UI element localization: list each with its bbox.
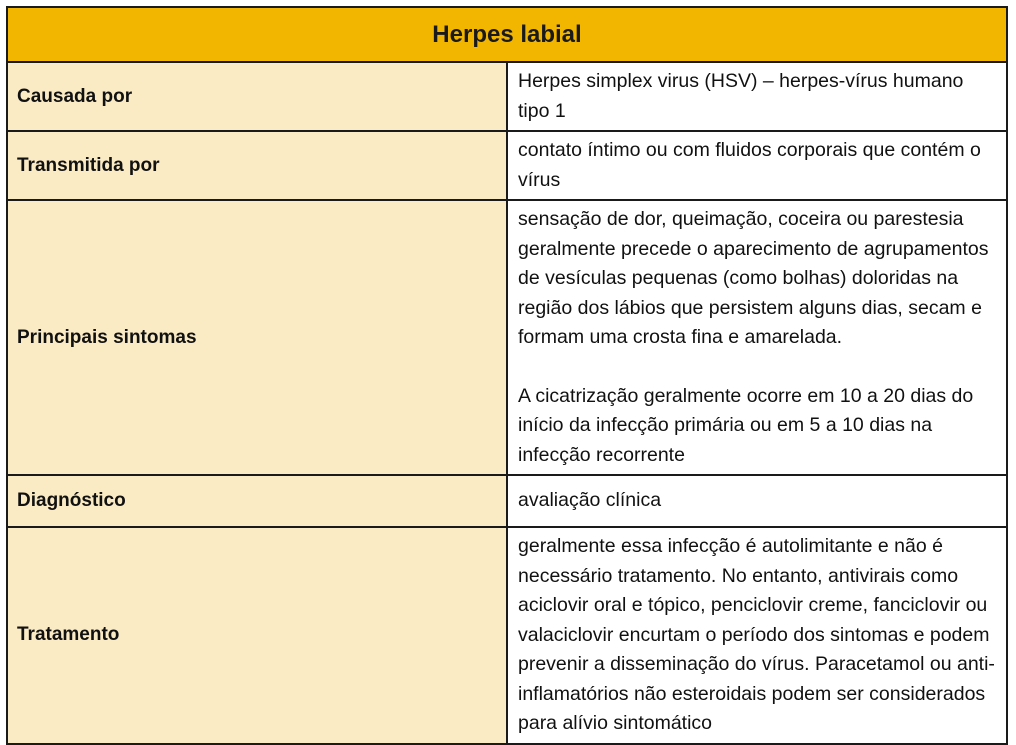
table-row-diagnostico xyxy=(7,475,1007,527)
table-row-causada xyxy=(7,62,1007,131)
row-value-transmitida: contato íntimo ou com fluidos corporais que contém o vírus xyxy=(507,131,1007,200)
row-label-sintomas: Principais sintomas xyxy=(7,200,507,475)
row-value-tratamento: geralmente essa infecção é autolimitante e não é necessário tratamento. No entanto, antivirais como aciclovir oral e tópico, penciclovir creme, fanciclovir ou valaciclovir encurtam o período dos sintomas e podem prevenir a disseminação do vírus. Paracetamol ou anti-inflamatórios não esteroidais podem ser considerados para alívio sintomático xyxy=(507,527,1007,744)
table-title: Herpes labial xyxy=(7,7,1007,62)
row-label-tratamento: Tratamento xyxy=(7,527,507,744)
table-row-sintomas xyxy=(7,200,1007,475)
row-value-diagnostico: avaliação clínica xyxy=(507,475,1007,527)
sintomas-paragraph-2: A cicatrização geralmente ocorre em 10 a 20 dias do início da infecção primária ou em 5 a 10 dias na infecção recorrente xyxy=(518,384,974,466)
table-row-transmitida xyxy=(7,131,1007,200)
herpes-info-table xyxy=(6,6,1008,745)
row-value-sintomas xyxy=(507,200,1007,475)
title-row xyxy=(7,7,1007,62)
sintomas-paragraph-1: sensação de dor, queimação, coceira ou parestesia geralmente precede o aparecimento de agrupamentos de vesículas pequenas (como bolhas) doloridas na região dos lábios que persistem alguns dias, secam e formam uma crosta fina e amarelada. xyxy=(518,208,989,348)
row-value-causada: Herpes simplex virus (HSV) – herpes-vírus humano tipo 1 xyxy=(507,62,1007,131)
row-label-diagnostico: Diagnóstico xyxy=(7,475,507,527)
row-label-transmitida: Transmitida por xyxy=(7,131,507,200)
table-row-tratamento xyxy=(7,527,1007,744)
row-label-causada: Causada por xyxy=(7,62,507,131)
